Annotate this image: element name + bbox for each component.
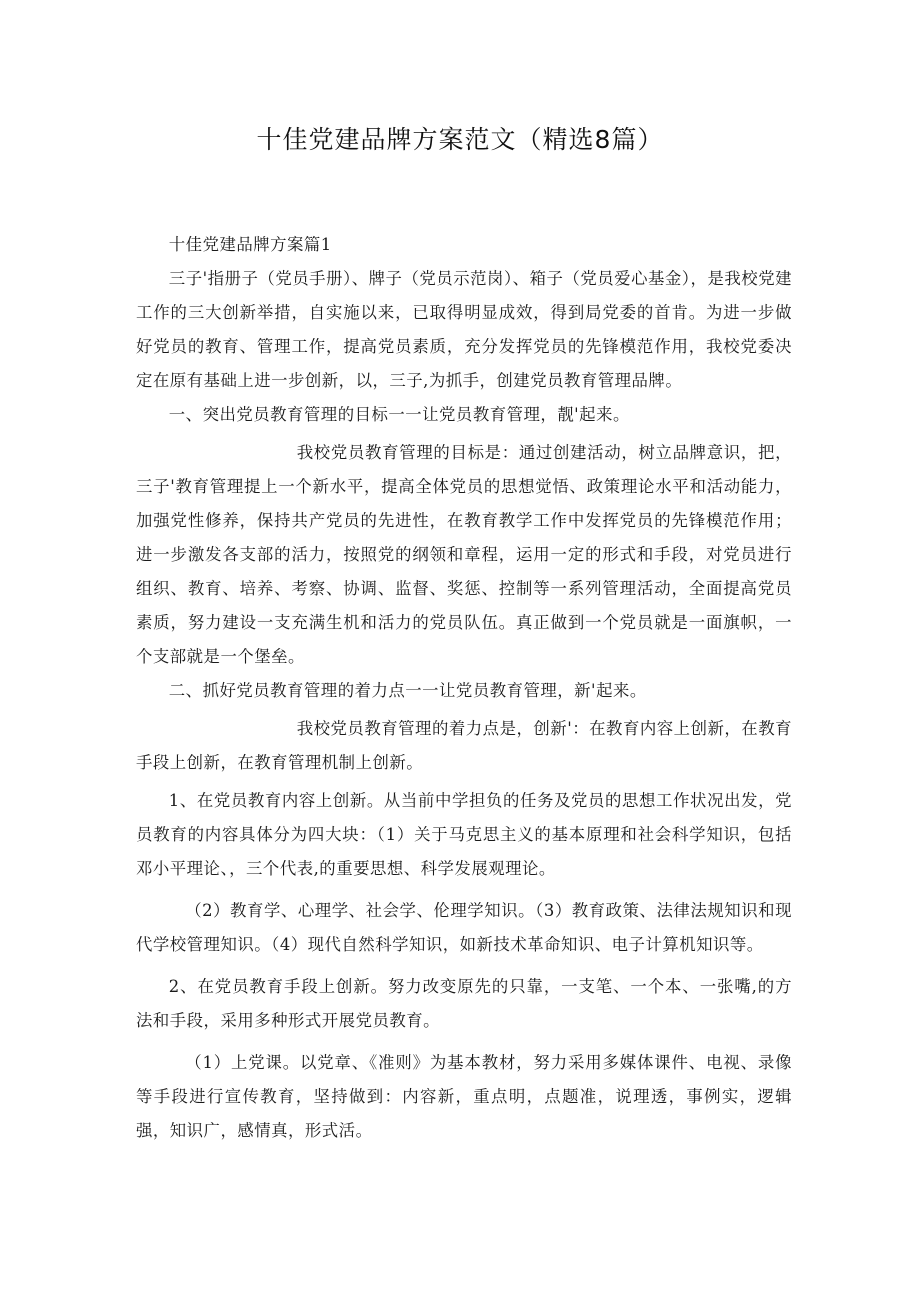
paragraph: （1）上党课。以党章、《准则》为基本教材，努力采用多媒体课件、电视、录像等手段进行宣传教育，坚持做到：内容新，重点明，点题准，说理透，事例实，逻辑强，知识广，感情真，形式活。: [136, 1053, 792, 1140]
document-title: 十佳党建品牌方案范文（精选8篇）: [256, 125, 664, 154]
paragraph-heading: 二、抓好党员教育管理的着力点一一让党员教育管理，新'起来。: [168, 681, 647, 700]
paragraph: 1、在党员教育内容上创新。从当前中学担负的任务及党员的思想工作状况出发，党员教育的内容具体分为四大块：（1）关于马克思主义的基本原理和社会科学知识，包括邓小平理论、，三个代表,的重要思想、科学发展观理论。: [136, 791, 792, 878]
paragraph-heading: 一、突出党员教育管理的目标一一让党员教育管理，靓'起来。: [168, 405, 630, 424]
document-body: [136, 228, 792, 1148]
paragraph: 三子'指册子（党员手册）、牌子（党员示范岗）、箱子（党员爱心基金），是我校党建工作的三大创新举措，自实施以来，已取得明显成效，得到局党委的首肯。为进一步做好党员的教育、管理工作，提高党员素质，充分发挥党员的先锋模范作用，我校党委决定在原有基础上进一步创新，以，三子,为抓手，创建党员教育管理品牌。: [136, 269, 792, 390]
paragraph: 我校党员教育管理的着力点是，创新'：在教育内容上创新，在教育手段上创新，在教育管理机制上创新。: [136, 719, 792, 772]
section-heading: 十佳党建品牌方案篇1: [168, 235, 332, 254]
paragraph: 2、在党员教育手段上创新。努力改变原先的只靠，一支笔、一个本、一张嘴,的方法和手段，采用多种形式开展党员教育。: [136, 977, 792, 1030]
paragraph: 我校党员教育管理的目标是：通过创建活动，树立品牌意识，把，三子'教育管理提上一个新水平，提高全体党员的思想觉悟、政策理论水平和活动能力，加强党性修养，保持共产党员的先进性，在教育教学工作中发挥党员的先锋模范作用；进一步激发各支部的活力，按照党的纲领和章程，运用一定的形式和手段，对党员进行组织、教育、培养、考察、协调、监督、奖惩、控制等一系列管理活动，全面提高党员素质，努力建设一支充满生机和活力的党员队伍。真正做到一个党员就是一面旗帜，一个支部就是一个堡垒。: [136, 443, 792, 666]
paragraph: （2）教育学、心理学、社会学、伦理学知识。（3）教育政策、法律法规知识和现代学校管理知识。（4）现代自然科学知识，如新技术革命知识、电子计算机知识等。: [136, 901, 792, 954]
